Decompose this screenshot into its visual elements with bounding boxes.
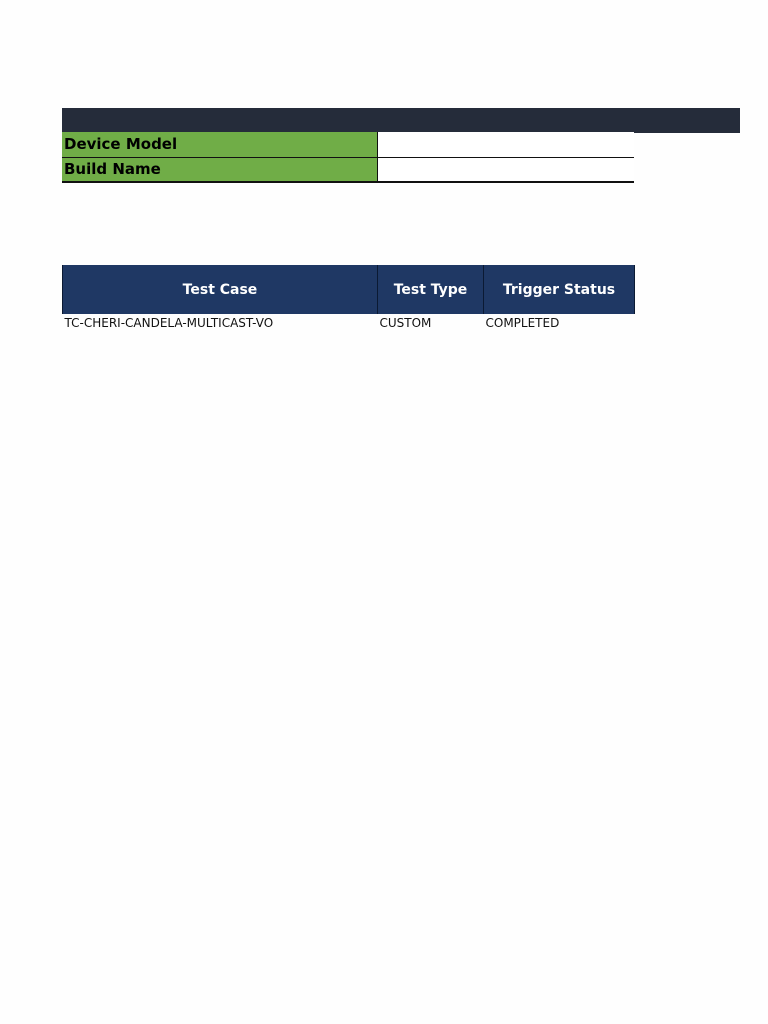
device-model-label: Device Model [62,132,377,157]
test-table-header-row [63,265,635,314]
trigger-status-cell: COMPLETED [485,316,560,330]
build-name-value [377,157,634,182]
build-name-label: Build Name [62,157,377,182]
report-header-bar [62,108,740,133]
test-case-cell: TC-CHERI-CANDELA-MULTICAST-VO [64,316,274,330]
device-model-value [377,132,634,157]
device-info-table [62,132,634,183]
test-type-cell: CUSTOM [379,316,432,330]
test-results-table [62,265,635,334]
trigger-status-header: Trigger Status [484,265,635,314]
table-row [63,314,635,334]
build-name-row [62,157,634,182]
test-type-header: Test Type [378,265,484,314]
device-model-row [62,132,634,157]
test-case-header: Test Case [63,265,378,314]
